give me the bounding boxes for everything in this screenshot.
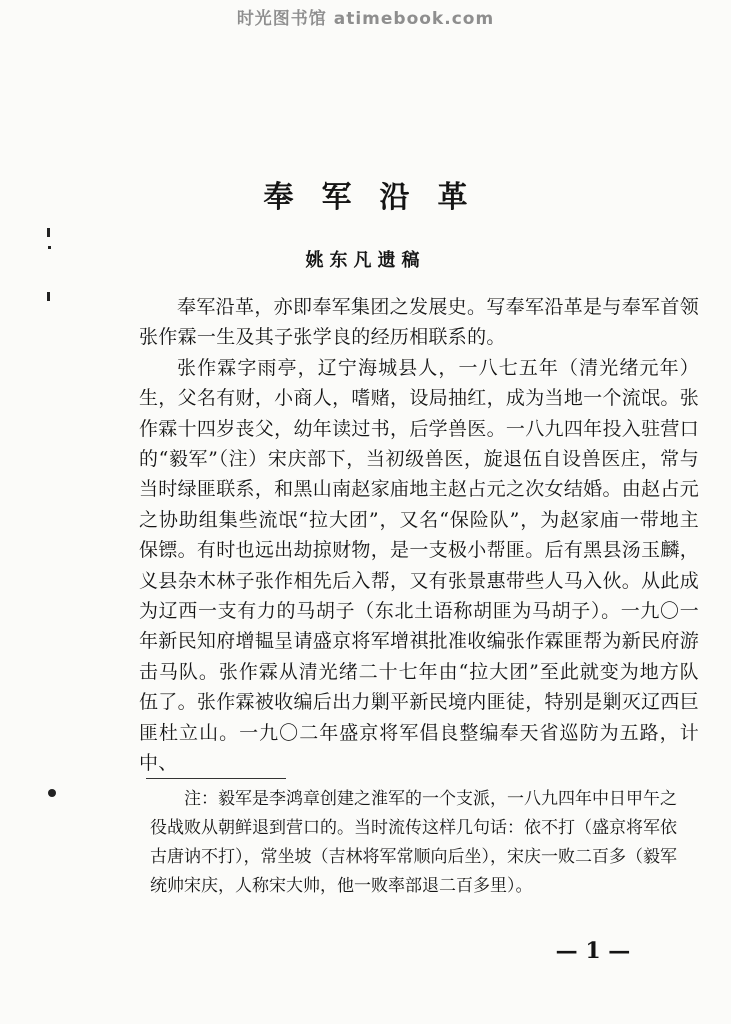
footnote-divider [146, 778, 286, 780]
article-body [139, 292, 699, 779]
site-watermark: 时光图书馆 atimebook.com [236, 9, 495, 29]
article-title: 奉军沿革 [263, 180, 496, 215]
article-author: 姚东凡遗稿 [305, 250, 426, 271]
scan-mark [47, 228, 50, 237]
body-paragraph: 奉军沿革，亦即奉军集团之发展史。写奉军沿革是与奉军首领张作霖一生及其子张学良的经历相联系的。 [139, 296, 699, 349]
page-number: — 1 — [555, 938, 631, 964]
scan-mark [48, 789, 56, 797]
footnote [150, 785, 690, 901]
scan-mark [48, 246, 51, 249]
footnote-text: 注：毅军是李鸿章创建之淮军的一个支派，一八九四年中日甲午之役战败从朝鲜退到营口的。当时流传这样几句话：依不打（盛京将军依古唐讷不打），常坐坡（吉林将军常顺向后坐），宋庆一败二百多（毅军统帅宋庆，人称宋大帅，他一败率部退二百多里）。 [150, 789, 677, 896]
scan-mark [47, 292, 50, 301]
body-paragraph: 张作霖字雨亭，辽宁海城县人，一八七五年（清光绪元年）生，父名有财，小商人，嗜赌，设局抽红，成为当地一个流氓。张作霖十四岁丧父，幼年读过书，后学兽医。一八九四年投入驻营口的“毅军”（注）宋庆部下，当初级兽医，旋退伍自设兽医庄，常与当时绿匪联系，和黑山南赵家庙地主赵占元之次女结婚。由赵占元之协助组集些流氓“拉大团”，又名“保险队”，为赵家庙一带地主保镖。有时也远出劫掠财物，是一支极小帮匪。后有黑县汤玉麟，义县杂木林子张作相先后入帮，又有张景惠带些人马入伙。从此成为辽西一支有力的马胡子（东北土语称胡匪为马胡子）。一九〇一年新民知府增韫呈请盛京将军增祺批准收编张作霖匪帮为新民府游击马队。张作霖从清光绪二十七年由“拉大团”至此就变为地方队伍了。张作霖被收编后出力剿平新民境内匪徒，特别是剿灭辽西巨匪杜立山。一九〇二年盛京将军倡良整编奉天省巡防为五路，计中、 [139, 356, 699, 775]
